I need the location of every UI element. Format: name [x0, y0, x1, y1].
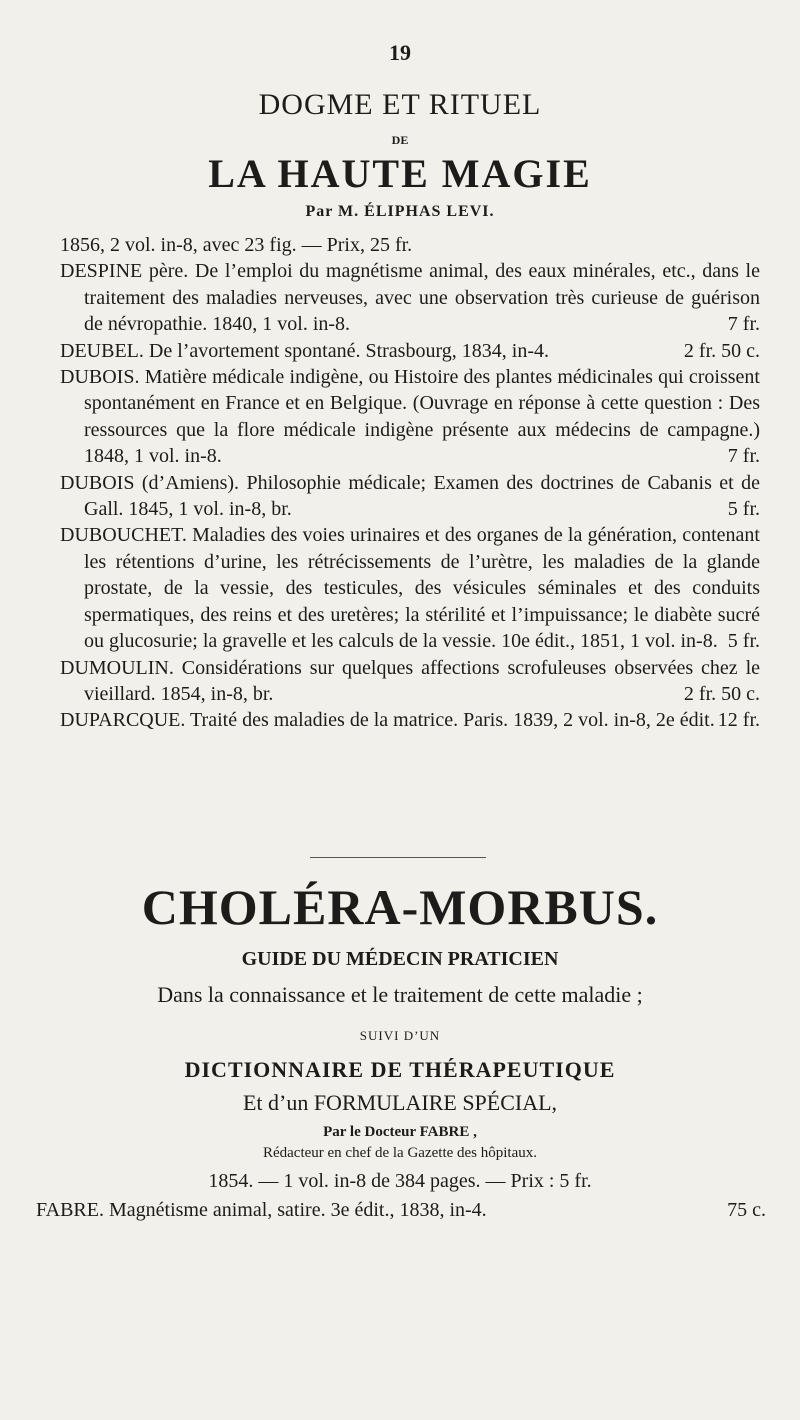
cholera-dictionary: DICTIONNAIRE DE THÉRAPEUTIQUE: [184, 1057, 616, 1082]
entry-text: DUMOULIN. Considérations sur quelques affections scrofuleuses observées chez le vieillard. 1854, in-8, br.: [60, 656, 760, 705]
cholera-author-role: Rédacteur en chef de la Gazette des hôpitaux.: [262, 1145, 538, 1161]
entry-dubouchet: [60, 522, 760, 654]
entry-price: 7 fr.: [727, 313, 760, 336]
cholera-description: Dans la connaissance et le traitement de cette maladie ;: [157, 982, 643, 1007]
entry-text: DUBOIS. Matière médicale indigène, ou Histoire des plantes médicinales qui croissent spontanément en France et en Belgique. (Ouvrage en réponse à cette question : Des ressources que la flore médicale indigène présente aux médecins de campagne.) 1848, 1 vol. in-8.: [60, 366, 760, 468]
entry-text: DUBOIS (d’Amiens). Philosophie médicale; Examen des doctrines de Cabanis et de Gall. 1845, 1 vol. in-8, br.: [60, 471, 760, 521]
cholera-suivi: SUIVI D’UN: [359, 1028, 441, 1043]
entry-price: 12 fr.: [717, 709, 760, 732]
entry-dubois: [60, 364, 760, 470]
book-title-line1: DOGME ET RITUEL: [258, 88, 542, 121]
cholera-subtitle: GUIDE DU MÉDECIN PRATICIEN: [241, 948, 559, 970]
entry-duparcque: [60, 707, 760, 733]
entry-dubois-amiens: [60, 470, 760, 523]
book-author: Par M. ÉLIPHAS LEVI.: [305, 203, 495, 220]
entry-price: 5 fr.: [727, 630, 760, 653]
entry-text: DUBOUCHET. Maladies des voies urinaires et des organes de la génération, contenant les rétentions d’urine, les rétrécissements de l’urètre, les maladies de la glande prostate, de la vessie, des testicules, des vésicules séminales et des conduits spermatiques, des reins et des uretères; la stérilité et l’impuissance; le diabète sucré ou glucosurie; la gravelle et les calculs de la vessie. 10e édit., 1851, 1 vol. in-8.: [60, 524, 760, 653]
entry-price: 2 fr. 50 c.: [683, 682, 760, 705]
entry-text: DUPARCQUE. Traité des maladies de la matrice. Paris. 1839, 2 vol. in-8, 2e édit.: [60, 709, 715, 732]
entry-price: 2 fr. 50 c.: [683, 339, 760, 362]
cholera-author: Par le Docteur FABRE ,: [323, 1124, 477, 1140]
section-divider: [310, 857, 486, 858]
cholera-formulary: Et d’un FORMULAIRE SPÉCIAL,: [242, 1090, 558, 1115]
entry-text: DEUBEL. De l’avortement spontané. Strasbourg, 1834, in-4.: [60, 339, 549, 362]
cholera-title: CHOLÉRA-MORBUS.: [141, 879, 659, 935]
entry-dumoulin: [60, 655, 760, 708]
entry-text: DESPINE père. De l’emploi du magnétisme animal, des eaux minérales, etc., dans le traitement des maladies nerveuses, avec une observation très curieuse de guérison de névropathie. 1840, 1 vol. in-8.: [60, 260, 760, 336]
entry-price: 7 fr.: [727, 445, 760, 468]
page-number: 19: [389, 40, 411, 65]
entry-pub-details: [60, 232, 760, 258]
entry-despine: [60, 258, 760, 337]
entry-fabre: [36, 1199, 766, 1222]
cholera-pub-details: 1854. — 1 vol. in-8 de 384 pages. — Prix : 5 fr.: [208, 1170, 592, 1192]
pub-details-text: 1856, 2 vol. in-8, avec 23 fig. — Prix, 25 fr.: [60, 234, 413, 256]
book-title-de: DE: [391, 133, 409, 147]
entries-list: [60, 232, 760, 734]
entry-text: FABRE. Magnétisme animal, satire. 3e édit., 1838, in-4.: [36, 1199, 487, 1221]
entry-price: 75 c.: [727, 1199, 766, 1221]
entry-deubel: [60, 338, 760, 364]
book-title-line2: LA HAUTE MAGIE: [208, 151, 592, 196]
entry-price: 5 fr.: [727, 498, 760, 521]
